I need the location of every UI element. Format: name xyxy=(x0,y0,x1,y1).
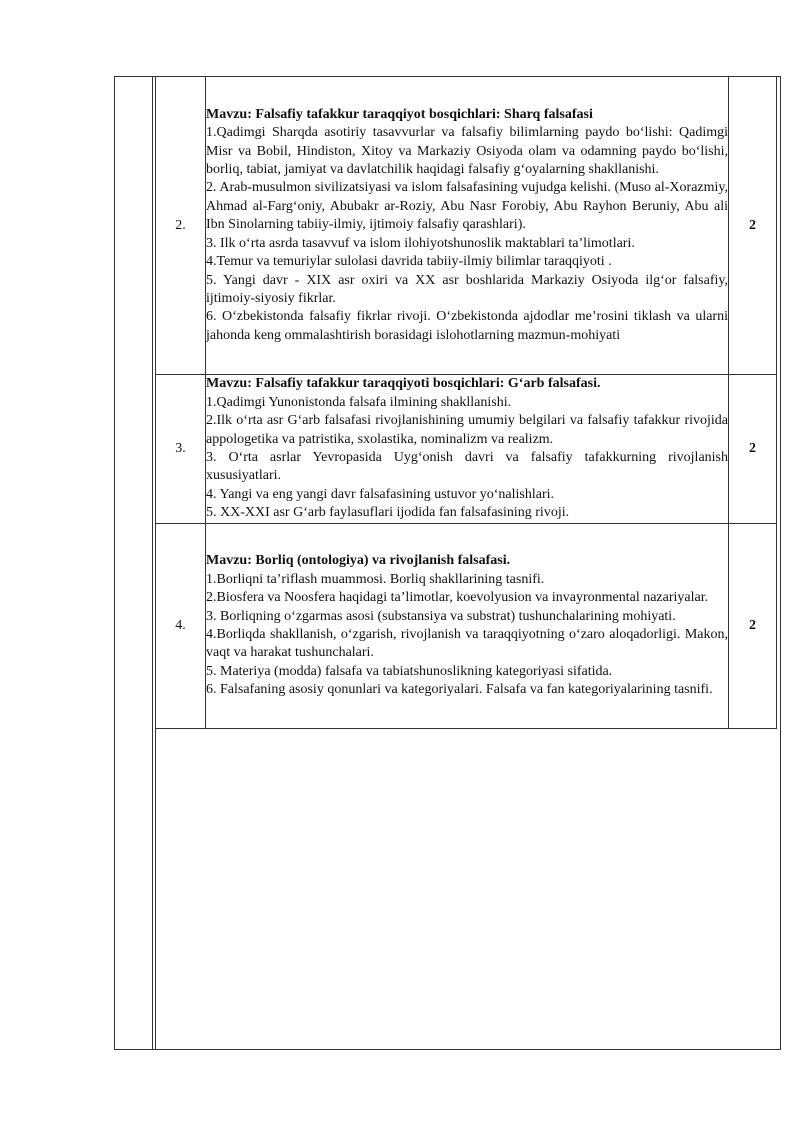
row-hours: 2 xyxy=(729,77,777,375)
topic-title: Mavzu: Borliq (ontologiya) va rivojlanish falsafasi. xyxy=(206,553,511,569)
table-row xyxy=(156,375,777,524)
page-frame-right xyxy=(780,76,781,1050)
list-item: 3. O‘rta asrlar Yevropasida Uyg‘onish davri va falsafiy tafakkurning rivojlanish xususiyatlari. xyxy=(206,450,728,484)
topic-title: Mavzu: Falsafiy tafakkur taraqqiyot bosqichlari: Sharq falsafasi xyxy=(206,106,593,122)
list-item: 4.Borliqda shakllanish, o‘zgarish, rivojlanish va taraqqiyotning o‘zaro aloqadorligi. Makon, vaqt va harakat tushunchalari. xyxy=(206,627,728,661)
table-row xyxy=(156,77,777,375)
list-item: 2. Arab-musulmon sivilizatsiyasi va islom falsafasining vujudga kelishi. (Muso al-Xorazmiy, Ahmad al-Farg‘oniy, Abubakr ar-Roziy, Abu Nasr Forobiy, Abu Rayhon Beruniy, Abu ali Ibn Sinolarning tabiiy-ilmiy, ijtimoiy falsafiy qarashlari). xyxy=(206,180,728,233)
page-frame-bottom xyxy=(114,1049,781,1050)
row-content xyxy=(206,375,729,524)
page-frame-left-inner xyxy=(152,76,153,1050)
list-item: 1.Qadimgi Yunonistonda falsafa ilmining shakllanishi. xyxy=(206,394,512,410)
list-item: 2.Ilk o‘rta asr G‘arb falsafasi rivojlanishining umumiy belgilari va falsafiy tafakkur rivojida appologetika va patristika, sxolastika, nominalizm va realizm. xyxy=(206,413,728,447)
list-item: 6. O‘zbekistonda falsafiy fikrlar rivoji. O‘zbekistonda ajdodlar me’rosini tiklash va ularni jahonda keng ommalashtirish borasidagi islohotlarning mazmun-mohiyati xyxy=(206,309,728,343)
topic-title: Mavzu: Falsafiy tafakkur taraqqiyoti bosqichlari: G‘arb falsafasi. xyxy=(206,376,601,392)
row-hours: 2 xyxy=(729,524,777,729)
list-item: 3. Ilk o‘rta asrda tasavvuf va islom ilohiyotshunoslik maktablari ta’limotlari. xyxy=(206,235,635,251)
list-item: 5. Materiya (modda) falsafa va tabiatshunoslikning kategoriyasi sifatida. xyxy=(206,663,613,679)
list-item: 6. Falsafaning asosiy qonunlari va kategoriyalari. Falsafa va fan kategoriyalarining tasnifi. xyxy=(206,682,713,698)
row-hours: 2 xyxy=(729,375,777,524)
list-item: 2.Biosfera va Noosfera haqidagi ta’limotlar, koevolyusion va invayronmental nazariyalar. xyxy=(206,590,709,606)
table-row xyxy=(156,524,777,729)
row-content xyxy=(206,524,729,729)
list-item: 1.Borliqni ta’riflash muammosi. Borliq shakllarining tasnifi. xyxy=(206,571,545,587)
list-item: 4. Yangi va eng yangi davr falsafasining ustuvor yo‘nalishlari. xyxy=(206,486,554,502)
page-frame-left xyxy=(114,76,115,1050)
list-item: 1.Qadimgi Sharqda asotiriy tasavvurlar va falsafiy bilimlarning paydo bo‘lishi: Qadimgi Misr va Bobil, Hindiston, Xitoy va Markaziy Osiyoda olam va odamning paydo bo‘lishi, borliq, tabiat, jamiyat va davlatchilik haqidagi falsafiy g‘oyalarning shakllanishi. xyxy=(206,125,728,178)
row-content xyxy=(206,77,729,375)
row-number: 4. xyxy=(156,524,206,729)
list-item: 5. XX-XXI asr G‘arb faylasuflari ijodida fan falsafasining rivoji. xyxy=(206,505,570,521)
row-number: 3. xyxy=(156,375,206,524)
row-number: 2. xyxy=(156,77,206,375)
list-item: 5. Yangi davr - XIX asr oxiri va XX asr boshlarida Markaziy Osiyoda ilg‘or falsafiy, ijtimoiy-siyosiy fikrlar. xyxy=(206,272,728,306)
list-item: 3. Borliqning o‘zgarmas asosi (substansiya va substrat) tushunchalarining mohiyati. xyxy=(206,608,676,624)
list-item: 4.Temur va temuriylar sulolasi davrida tabiiy-ilmiy bilimlar taraqqiyoti . xyxy=(206,254,612,270)
syllabus-table xyxy=(155,76,777,729)
